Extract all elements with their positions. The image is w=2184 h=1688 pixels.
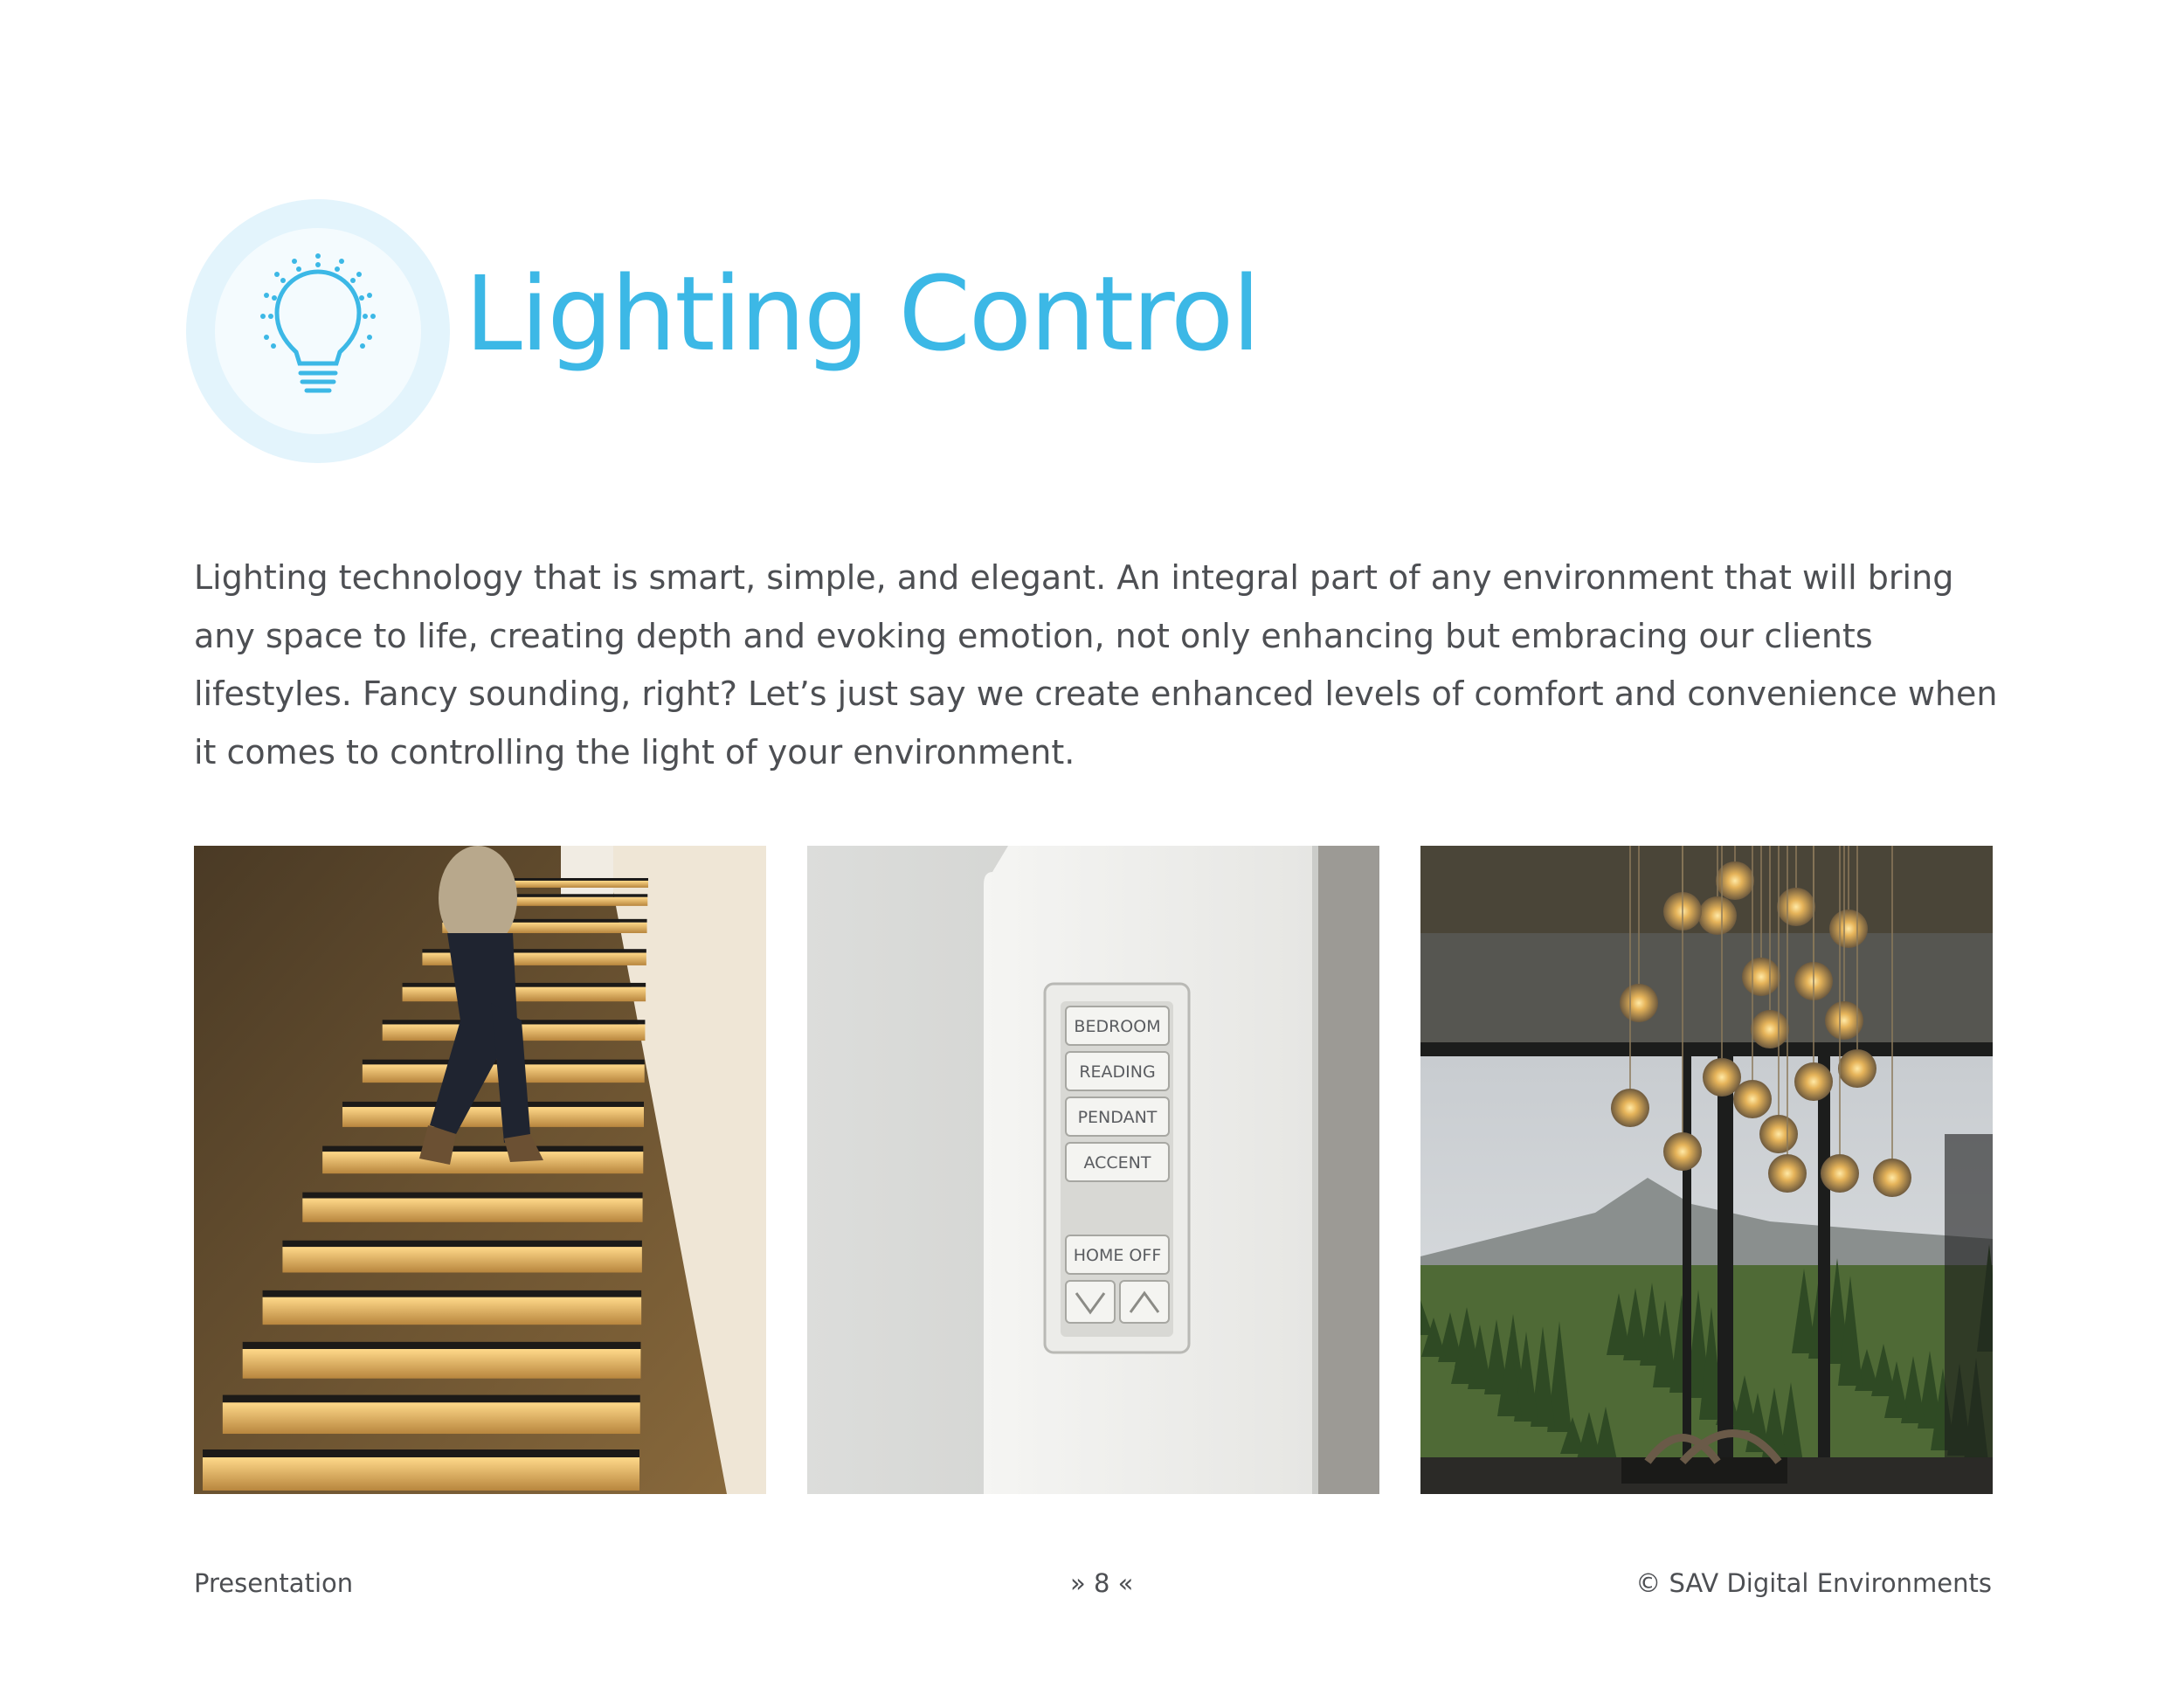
keypad-label-home-off: HOME OFF bbox=[1073, 1246, 1162, 1265]
footer-label: Presentation bbox=[194, 1568, 354, 1598]
pendant-lights-photo bbox=[1420, 846, 1993, 1494]
page-number: » 8 « bbox=[1070, 1568, 1134, 1598]
staircase-photo bbox=[194, 846, 766, 1494]
keypad-label-pendant: PENDANT bbox=[1077, 1108, 1158, 1127]
page-title: Lighting Control bbox=[465, 253, 1260, 374]
intro-paragraph: Lighting technology that is smart, simple, and elegant. An integral part of any environment that will bring any space to life, creating depth and evoking emotion, not only enhancing but embracing our clients lifestyles. Fancy sounding, right? Let’s just say we create enhanced levels of comfort and convenience when it comes to controlling the light of your environment. bbox=[194, 558, 1998, 771]
keypad-label-bedroom: BEDROOM bbox=[1074, 1017, 1161, 1036]
lightbulb-badge bbox=[186, 199, 450, 463]
keypad-label-reading: READING bbox=[1079, 1062, 1156, 1082]
keypad-label-accent: ACCENT bbox=[1083, 1153, 1151, 1173]
copyright-notice: © SAV Digital Environments bbox=[1635, 1568, 1992, 1598]
lightbulb-icon bbox=[186, 199, 450, 463]
keypad-photo bbox=[807, 846, 1379, 1494]
